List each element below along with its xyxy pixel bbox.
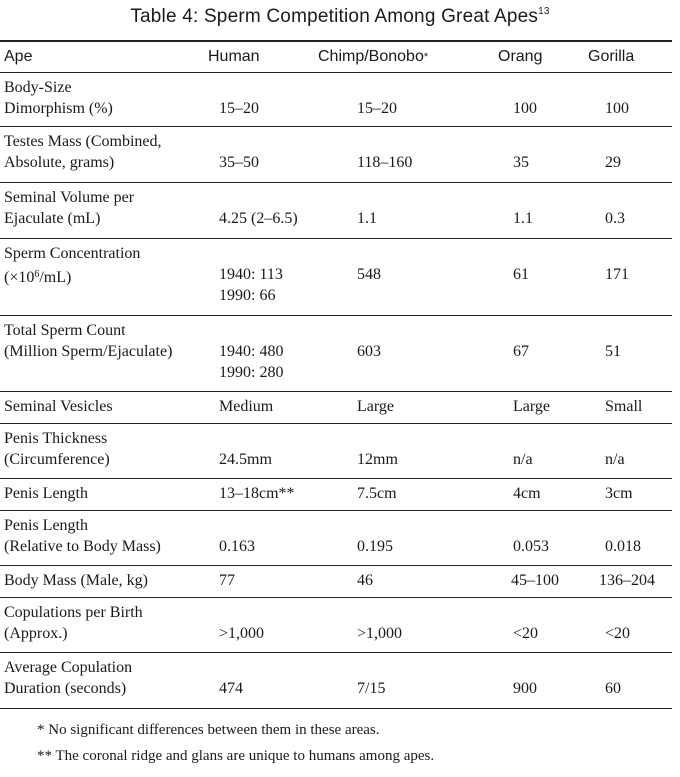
- row-divider: [0, 182, 672, 183]
- table-row: [0, 567, 672, 597]
- cell-chimp: >1,000: [357, 625, 403, 642]
- header-human: Human: [208, 48, 260, 65]
- row-divider: [0, 597, 672, 598]
- header-ape: Ape: [4, 48, 33, 65]
- row-label: Body Mass (Male, kg): [4, 572, 148, 589]
- table-row: [0, 240, 672, 315]
- cell-chimp: 7.5cm: [357, 485, 397, 502]
- cell-human: 474: [219, 680, 243, 697]
- cell-chimp: 12mm: [357, 451, 398, 468]
- cell-chimp: 603: [357, 343, 381, 360]
- cell-gorilla: 0.3: [605, 210, 625, 227]
- row-label: Body-Size Dimorphism (%): [4, 79, 113, 117]
- cell-orang: Large: [513, 398, 551, 415]
- cell-chimp: 7/15: [357, 680, 386, 697]
- header-chimp-bonobo: Chimp/Bonobo*: [318, 48, 429, 65]
- cell-gorilla: 3cm: [605, 485, 633, 502]
- table-row: [0, 184, 672, 238]
- cell-chimp: Large: [357, 398, 395, 415]
- row-label: Total Sperm Count (Million Sperm/Ejaculate): [4, 322, 173, 360]
- table-row: [0, 599, 672, 652]
- cell-human: 1940: 480 1990: 280: [219, 343, 284, 381]
- cell-orang: 35: [513, 154, 529, 171]
- cell-orang: 900: [513, 680, 537, 697]
- cell-orang: 61: [513, 266, 529, 283]
- row-label: Sperm Concentration $(\times 10^6/mL)$: [4, 245, 141, 286]
- row-label: Seminal Vesicles: [4, 398, 113, 415]
- row-label: Penis Thickness (Circumference): [4, 430, 110, 468]
- cell-human: 35–50: [219, 154, 259, 171]
- cell-orang: 45–100: [511, 572, 559, 589]
- footnote-chimp-bonobo: * No significant differences between them in these areas.: [37, 722, 380, 738]
- cell-chimp: 15–20: [357, 100, 397, 117]
- row-label: Seminal Volume per Ejaculate (mL): [4, 189, 135, 227]
- cell-chimp: 46: [357, 572, 373, 589]
- cell-gorilla: 136–204: [599, 572, 655, 589]
- cell-chimp: 118–160: [357, 154, 413, 171]
- cell-human: 13–18cm**: [219, 485, 295, 502]
- table-title: Table 4: Sperm Competition Among Great Apes$^{13}$: [130, 6, 550, 27]
- row-divider: [0, 391, 672, 392]
- cell-orang: 4cm: [513, 485, 541, 502]
- cell-gorilla: 100: [605, 100, 629, 117]
- cell-human: 15–20: [219, 100, 259, 117]
- header-orang: Orang: [498, 48, 543, 65]
- row-label: Copulations per Birth (Approx.): [4, 604, 143, 642]
- cell-gorilla: 29: [605, 154, 621, 171]
- table-row: [0, 480, 672, 510]
- cell-gorilla: Small: [605, 398, 643, 415]
- row-label: Penis Length (Relative to Body Mass): [4, 517, 161, 555]
- cell-human: >1,000: [219, 625, 265, 642]
- cell-gorilla: 171: [605, 266, 629, 283]
- table-row: [0, 317, 672, 391]
- cell-gorilla: 60: [605, 680, 621, 697]
- cell-orang: <20: [513, 625, 539, 642]
- cell-gorilla: <20: [605, 625, 631, 642]
- row-divider: [0, 315, 672, 316]
- cell-gorilla: 51: [605, 343, 621, 360]
- row-label: Penis Length: [4, 485, 88, 502]
- cell-human: 4.25 (2–6.5): [219, 210, 298, 227]
- table-top-rule: [0, 40, 672, 42]
- table-row: [0, 128, 672, 182]
- table-row: [0, 654, 672, 707]
- row-divider: [0, 478, 672, 479]
- row-divider: [0, 423, 672, 424]
- cell-chimp: 0.195: [357, 538, 393, 555]
- cell-human: 1940: 113 1990: 66: [219, 266, 283, 304]
- cell-human: Medium: [219, 398, 274, 415]
- cell-human: 77: [219, 572, 235, 589]
- row-divider: [0, 126, 672, 127]
- table-row: [0, 512, 672, 565]
- cell-human: 24.5mm: [219, 451, 272, 468]
- row-divider: [0, 652, 672, 653]
- cell-human: 0.163: [219, 538, 255, 555]
- table-row: [0, 393, 672, 423]
- table-row: [0, 425, 672, 478]
- header-rule: [0, 72, 672, 73]
- row-label: Average Copulation Duration (seconds): [4, 659, 133, 697]
- cell-orang: 0.053: [513, 538, 549, 555]
- cell-gorilla: 0.018: [605, 538, 641, 555]
- table-bottom-rule: [0, 708, 672, 709]
- row-divider: [0, 565, 672, 566]
- title-reference: 13: [538, 6, 550, 17]
- cell-chimp: 1.1: [357, 210, 377, 227]
- row-divider: [0, 510, 672, 511]
- cell-gorilla: n/a: [605, 451, 625, 468]
- footnote-coronal-ridge: ** The coronal ridge and glans are unique to humans among apes.: [37, 748, 435, 764]
- cell-orang: 67: [513, 343, 529, 360]
- cell-orang: 1.1: [513, 210, 533, 227]
- cell-orang: 100: [513, 100, 537, 117]
- cell-chimp: 548: [357, 266, 381, 283]
- row-divider: [0, 238, 672, 239]
- table-row: [0, 74, 672, 126]
- header-gorilla: Gorilla: [588, 48, 635, 65]
- cell-orang: n/a: [513, 451, 533, 468]
- row-label: Testes Mass (Combined, Absolute, grams): [4, 133, 162, 171]
